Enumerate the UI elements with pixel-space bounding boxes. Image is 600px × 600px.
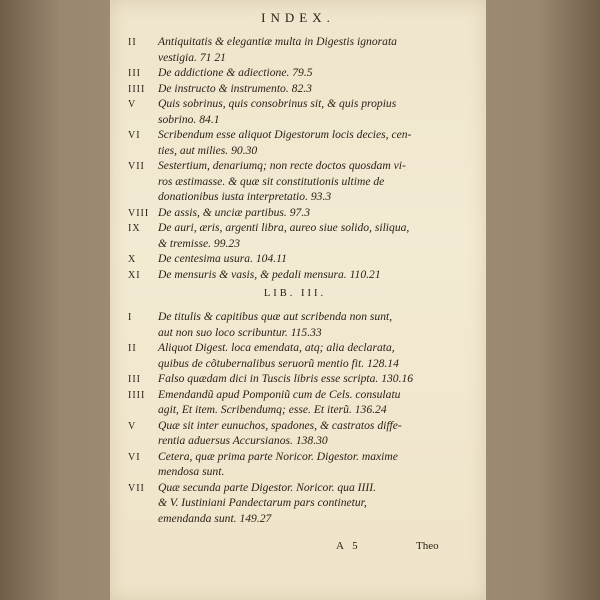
index-entry [128, 65, 462, 81]
chapter-number: IIII [128, 389, 146, 401]
index-entry [128, 267, 462, 283]
entry-text: Quæ secunda parte Digestor. Noricor. qua IIII. & V. Iustiniani Pandectarum pars continetur, emendanda sunt. 149.27 [158, 480, 377, 525]
catchword: Theo [416, 540, 439, 552]
index-list [128, 34, 462, 526]
entry-text: Quis sobrinus, quis consobrinus sit, & quis propius sobrino. 84.1 [158, 97, 397, 126]
chapter-number: IIII [128, 83, 146, 95]
signature-mark: A 5 [336, 540, 361, 552]
index-entry [128, 205, 462, 221]
chapter-number: XI [128, 269, 141, 281]
index-entry [128, 220, 462, 251]
entry-text: Emendandũ apud Pomponiũ cum de Cels. consulatu agit, Et item. Scribendumq; esse. Et iterũ. 136.24 [158, 387, 401, 416]
index-entry [128, 251, 462, 267]
chapter-number: VII [128, 161, 145, 172]
entry-text: De centesima usura. 104.11 [158, 252, 287, 265]
chapter-number: IX [128, 223, 141, 234]
entry-text: Falso quædam dici in Tuscis libris esse scripta. 130.16 [158, 372, 414, 385]
chapter-number: II [128, 343, 137, 354]
index-entry [128, 371, 462, 387]
entry-text: De auri, æris, argenti libra, aureo siue solido, siliqua, & tremisse. 99.23 [158, 221, 410, 250]
chapter-number: VII [128, 482, 145, 494]
book-heading: LIB. III. [263, 288, 327, 299]
index-entry [128, 480, 462, 527]
entry-text: Scribendum esse aliquot Digestorum locis decies, cen- ties, aut milies. 90.30 [158, 128, 412, 157]
entry-text: Aliquot Digest. loca emendata, atq; alia declarata, quibus de cõtubernalibus seruorũ mentio fit. 128.14 [158, 341, 399, 370]
chapter-number: VI [128, 451, 141, 463]
chapter-number: V [128, 99, 137, 110]
chapter-number: VIII [128, 207, 150, 219]
entry-text: Quæ sit inter eunuchos, spadones, & castratos diffe- rentia aduersus Accursianos. 138.30 [158, 418, 402, 447]
entry-text: Antiquitatis & elegantiæ multa in Digestis ignorata vestigia. 71 21 [158, 35, 397, 64]
chapter-number: III [128, 374, 141, 385]
index-entry [128, 449, 462, 480]
entry-text: De addictione & adiectione. 79.5 [158, 66, 313, 79]
index-entry [128, 340, 462, 371]
index-entry [128, 387, 462, 418]
index-entry [128, 96, 462, 127]
book-page [110, 0, 486, 600]
entry-text: De instructo & instrumento. 82.3 [158, 81, 312, 95]
index-entry [128, 34, 462, 65]
chapter-number: VI [128, 130, 141, 141]
chapter-number: II [128, 37, 137, 48]
entry-text: De assis, & unciæ partibus. 97.3 [158, 205, 311, 219]
index-entry [128, 127, 462, 158]
entry-text: De mensuris & vasis, & pedali mensura. 110.21 [158, 267, 381, 281]
index-entry [128, 158, 462, 205]
entry-text: Cetera, quæ prima parte Noricor. Digestor. maxime mendosa sunt. [158, 449, 398, 478]
chapter-number: X [128, 254, 137, 265]
index-entry [128, 309, 462, 340]
index-entry [128, 418, 462, 449]
chapter-number: I [128, 312, 133, 323]
chapter-number: V [128, 420, 137, 432]
page-title: INDEX. [261, 10, 335, 25]
index-entry [128, 81, 462, 97]
page-footer [110, 540, 486, 556]
chapter-number: III [128, 68, 141, 79]
entry-text: Sestertium, denariumq; non recte doctos quosdam vi- ros æstimasse. & quæ sit constitutionis ultime de donationibus iusta interpretatio. 93.3 [158, 159, 406, 203]
entry-text: De titulis & capitibus quæ aut scribenda non sunt, aut non suo loco scribuntur. 115.33 [158, 310, 393, 339]
